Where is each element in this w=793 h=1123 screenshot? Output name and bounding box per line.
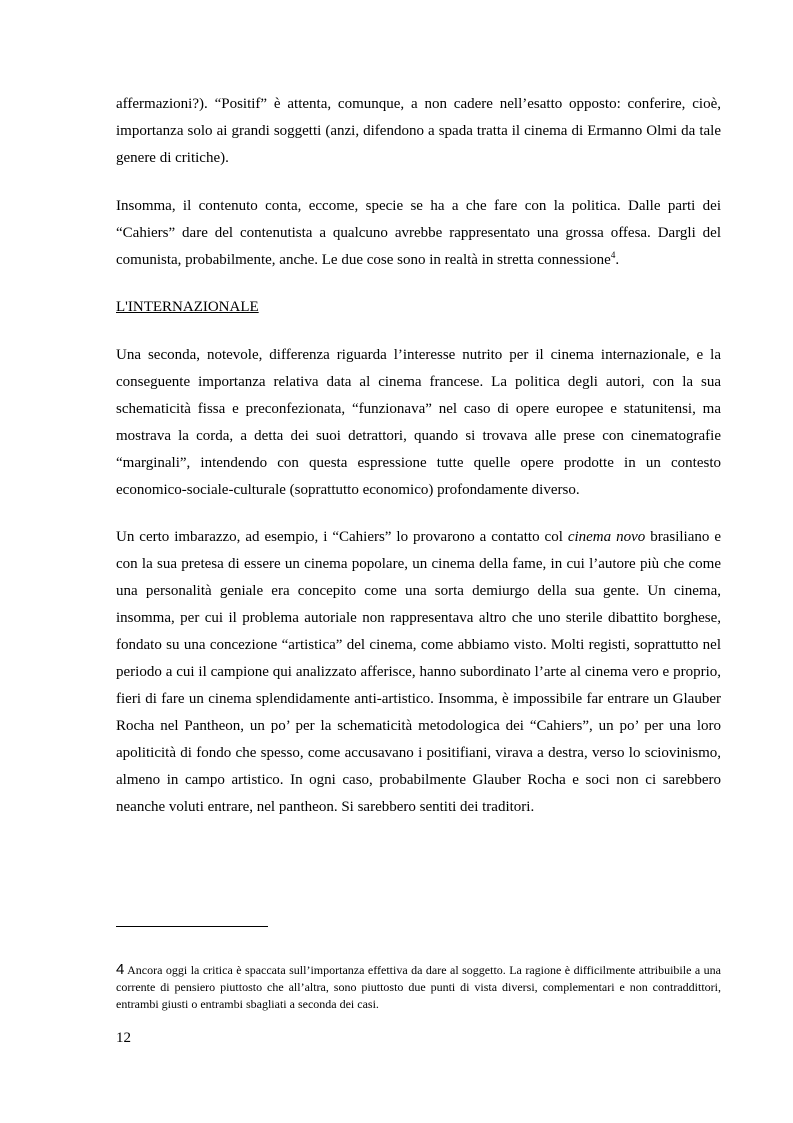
paragraph-2-end: . — [615, 252, 620, 268]
paragraph-4-text-start: Un certo imbarazzo, ad esempio, i “Cahiers” lo provarono a contatto col — [116, 529, 568, 545]
footnote-separator — [116, 926, 268, 927]
footnote-number: 4 — [116, 961, 125, 978]
footnote — [116, 961, 721, 1013]
paragraph-3-text: Una seconda, notevole, differenza riguarda l’interesse nutrito per il cinema internazionale, e la conseguente importanza relativa data al cinema francese. La politica degli autori, con la sua schematicità fissa e preconfezionata, “funzionava” nel caso di opere europee e statunitensi, ma mostrava la corda, a detta dei suoi detrattori, quando si trovava alle prese con cinematografie “marginali”, intendendo con questa espressione tutte quelle opere prodotte in un contesto economico-sociale-culturale (soprattutto economico) profondamente diverso. — [116, 347, 721, 498]
paragraph-2-text: Insomma, il contenuto conta, eccome, specie se ha a che fare con la politica. Dalle parti dei “Cahiers” dare del contenutista a qualcuno avrebbe rappresentato una grossa offesa. Dargli del comunista, probabilmente, anche. Le due cose sono in realtà in stretta connessione — [116, 198, 721, 268]
paragraph-2 — [116, 193, 721, 274]
paragraph-3 — [116, 342, 721, 504]
paragraph-1 — [116, 91, 721, 172]
footnote-reference[interactable]: 4 — [610, 250, 616, 260]
paragraph-4-italic-term: cinema novo — [567, 529, 646, 545]
footnote-text: Ancora oggi la critica è spaccata sull’importanza effettiva da dare al soggetto. La ragione è difficilmente attribuibile a una corrente di pensiero piuttosto che all’altra, sono piuttosto due punti di vista diversi, complementari e non contraddittori, entrambi giusti o entrambi sbagliati a seconda dei casi. — [116, 963, 721, 1011]
paragraph-1-text: affermazioni?). “Positif” è attenta, comunque, a non cadere nell’esatto opposto: conferire, cioè, importanza solo ai grandi soggetti (anzi, difendono a spada tratta il cinema di Ermanno Olmi da tale genere di critiche). — [116, 96, 721, 166]
page-number: 12 — [116, 1030, 131, 1046]
section-heading: L'INTERNAZIONALE — [116, 299, 259, 315]
paragraph-4-text-rest: brasiliano e con la sua pretesa di essere un cinema popolare, un cinema della fame, in cui l’autore più che come una personalità geniale era concepito come una sorta demiurgo della sua gente. Un cinema, insomma, per cui il problema autoriale non rappresentava altro che uno sterile dibattito borghese, fondato su una concezione “artistica” del cinema, come abbiamo visto. Molti registi, soprattutto nel periodo a cui il campione qui analizzato afferisce, hanno subordinato l’arte al cinema vero e proprio, fieri di fare un cinema splendidamente anti-artistico. Insomma, è impossibile far entrare un Glauber Rocha nel Pantheon, un po’ per la schematicità metodologica dei “Cahiers”, un po’ per una loro apoliticità di fondo che spesso, come accusavano i positifiani, virava a destra, verso lo sciovinismo, almeno in campo artistico. In ogni caso, probabilmente Glauber Rocha e soci non ci sarebbero neanche voluti entrare, nel pantheon. Si sarebbero sentiti dei traditori. — [116, 529, 721, 815]
paragraph-4 — [116, 524, 721, 821]
